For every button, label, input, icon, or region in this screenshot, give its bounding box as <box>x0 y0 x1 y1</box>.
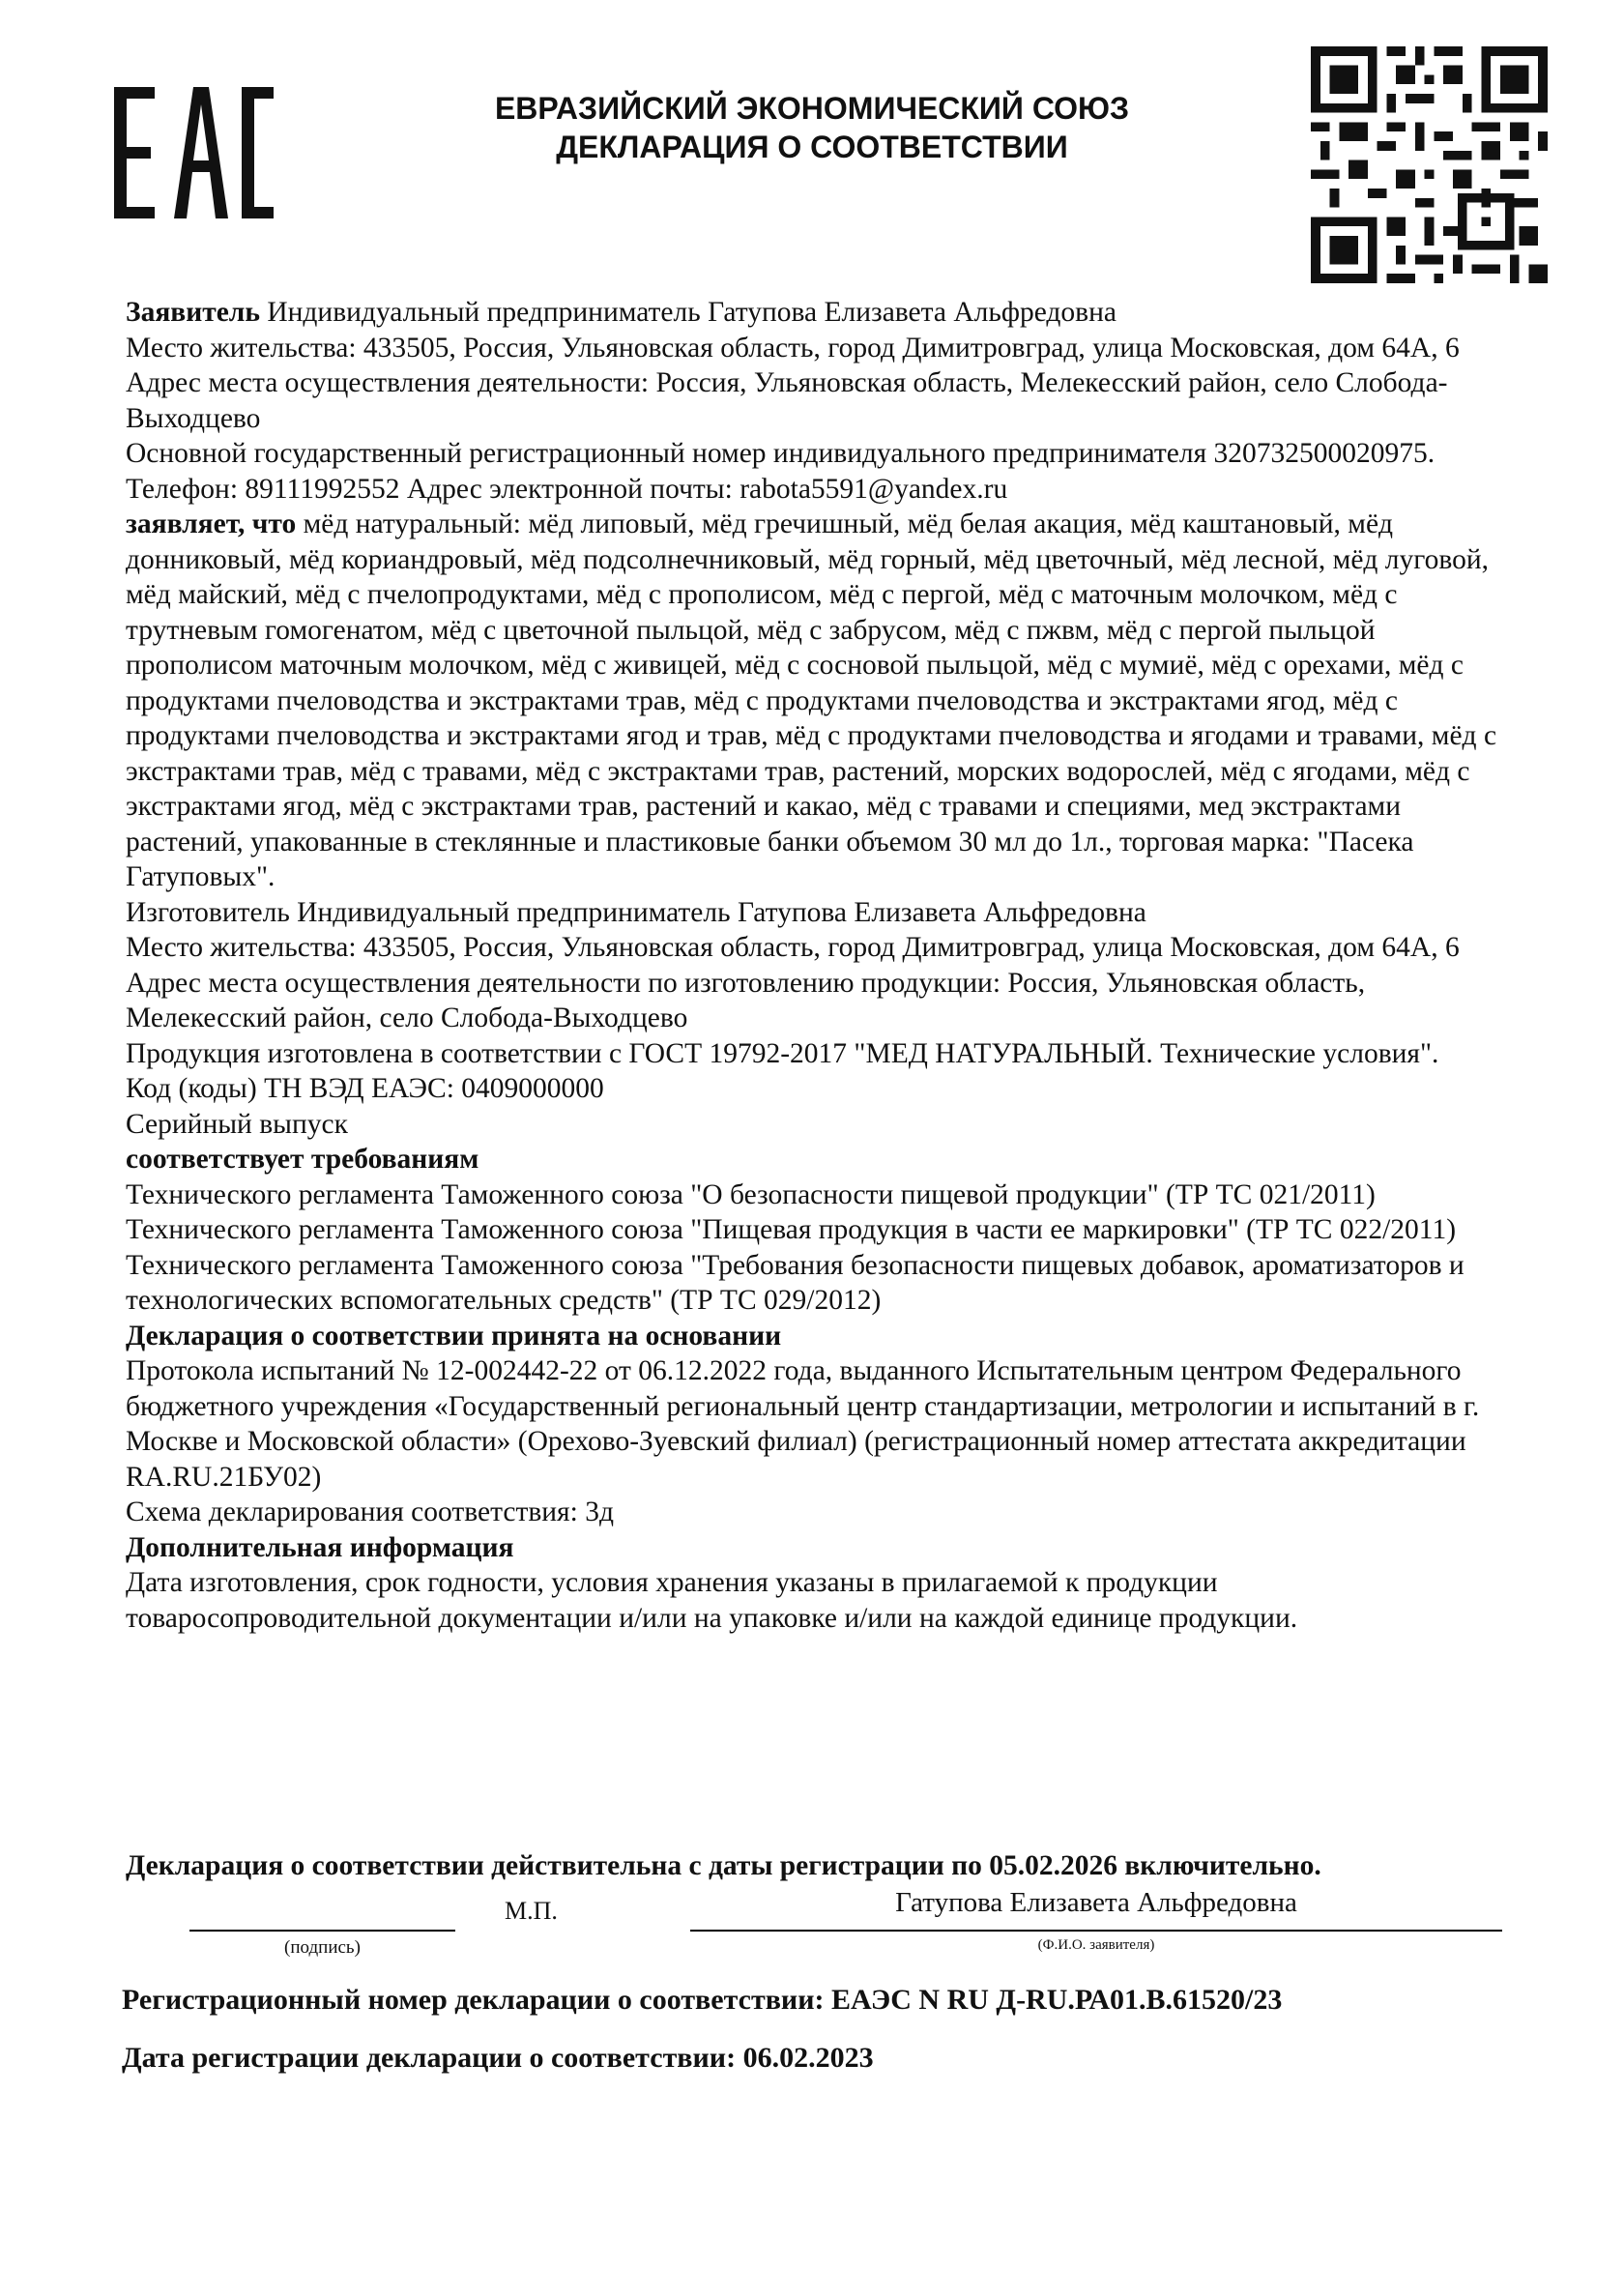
declares-text: мёд натуральный: мёд липовый, мёд гречишный, мёд белая акация, мёд каштановый, мёд донниковый, мёд кориандровый, мёд подсолнечниковый, мёд горный, мёд цветочный, мёд лесной, мёд луговой, мёд майский, мёд с пчелопродуктами, мёд с прополисом, мёд с пергой, мёд с маточным молочком, мёд с трутневым гомогенатом, мёд с цветочной пыльцой, мёд с забрусом, мёд с пжвм, мёд с пергой пыльцой прополисом маточным молочком, мёд с живицей, мёд с сосновой пыльцой, мёд с мумиё, мёд с орехами, мёд с продуктами пчеловодства и экстрактами трав, мёд с продуктами пчеловодства и экстрактами ягод, мёд с продуктами пчеловодства и экстрактами ягод и трав, мёд с продуктами пчеловодства и ягодами и травами, мёд с экстрактами трав, мёд с травами, мёд с экстрактами трав, растений, морских водорослей, мёд с ягодами, мёд с экстрактами ягод, мёд с экстрактами трав, растений и какао, мёд с травами и специями, мед экстрактами растений, упакованные в стеклянные и пластиковые банки объемом 30 мл до 1л., торговая марка: "Пасека Гатуповых". <box>126 509 1497 892</box>
signer-name: Гатупова Елизавета Альфредовна <box>895 1887 1297 1918</box>
compliance-item: Технического регламента Таможенного союза "Требования безопасности пищевых добавок, ароматизаторов и технологических вспомогательных средств" (ТР ТС 029/2012) <box>126 1249 1464 1316</box>
validity-statement: Декларация о соответствии действительна с даты регистрации по 05.02.2026 включительно. <box>126 1850 1321 1881</box>
applicant-ogrnip: Основной государственный регистрационный номер индивидуального предпринимателя 320732500020975. <box>126 438 1436 469</box>
manufacturer-residence: Место жительства: 433505, Россия, Ульяновская область, город Димитровград, улица Московская, дом 64А, 6 <box>126 932 1460 963</box>
compliance-item: Технического регламента Таможенного союза "Пищевая продукция в части ее маркировки" (ТР ТС 022/2011) <box>126 1214 1457 1245</box>
declares-label: заявляет, что <box>126 509 297 539</box>
manufacturer-standard: Продукция изготовлена в соответствии с ГОСТ 19792-2017 "МЕД НАТУРАЛЬНЫЙ. Технические условия". <box>126 1037 1439 1069</box>
basis-protocol: Протокола испытаний № 12-002442-22 от 06.12.2022 года, выданного Испытательным центром Федерального бюджетного учреждения «Государственный региональный центр стандартизации, метрологии и испытаний в г. Москве и Московской области» (Орехово-Зуевский филиал) (регистрационный номер аттестата аккредитации RA.RU.21БУ02) <box>126 1355 1480 1493</box>
registration-date: Дата регистрации декларации о соответствии: 06.02.2023 <box>122 2042 874 2074</box>
declares-paragraph <box>126 507 1518 895</box>
applicant-activity-address: Адрес места осуществления деятельности: Россия, Ульяновская область, Мелекесский район, село Слобода-Выходцево <box>126 367 1448 434</box>
additional-heading: Дополнительная информация <box>126 1531 514 1563</box>
signer-name-line <box>690 1930 1502 1932</box>
compliance-item: Технического регламента Таможенного союза "О безопасности пищевой продукции" (ТР ТС 021/2011) <box>126 1178 1376 1210</box>
signature-line <box>189 1930 455 1932</box>
manufacturer-name: Изготовитель Индивидуальный предприниматель Гатупова Елизавета Альфредовна <box>126 896 1146 928</box>
tnved-code: Код (коды) ТН ВЭД ЕАЭС: 0409000000 <box>126 1073 604 1104</box>
registration-number: Регистрационный номер декларации о соответствии: ЕАЭС N RU Д-RU.РА01.В.61520/23 <box>122 1984 1283 2016</box>
applicant-line <box>126 295 1518 331</box>
applicant-name: Индивидуальный предприниматель Гатупова Елизавета Альфредовна <box>259 297 1116 328</box>
manufacturer-production-address: Адрес места осуществления деятельности по изготовлению продукции: Россия, Ульяновская область, Мелекесский район, село Слобода-Выходцево <box>126 967 1366 1033</box>
signature-caption: (подпись) <box>284 1937 361 1958</box>
release-type: Серийный выпуск <box>126 1108 348 1140</box>
declaration-body <box>126 295 1518 1636</box>
title-union: ЕВРАЗИЙСКИЙ ЭКОНОМИЧЕСКИЙ СОЮЗ <box>494 91 1130 126</box>
applicant-residence: Место жительства: 433505, Россия, Ульяновская область, город Димитровград, улица Московская, дом 64А, 6 <box>126 332 1460 363</box>
title-declaration: ДЕКЛАРАЦИЯ О СООТВЕТСТВИИ <box>556 130 1068 164</box>
applicant-label: Заявитель <box>126 297 260 328</box>
stamp-label: М.П. <box>505 1897 558 1925</box>
basis-scheme: Схема декларирования соответствия: 3д <box>126 1497 614 1527</box>
qr-code <box>1311 46 1548 283</box>
name-caption: (Ф.И.О. заявителя) <box>1037 1937 1155 1953</box>
compliance-heading: соответствует требованиям <box>126 1144 479 1175</box>
eac-logo <box>114 87 274 218</box>
additional-text: Дата изготовления, срок годности, условия хранения указаны в прилагаемой к продукции товаросопроводительной документации и/или на упаковке и/или на каждой единице продукции. <box>126 1567 1298 1634</box>
basis-heading: Декларация о соответствии принята на основании <box>126 1320 782 1351</box>
applicant-contacts: Телефон: 89111992552 Адрес электронной почты: rabota5591@yandex.ru <box>126 473 1008 505</box>
document-title <box>319 89 1305 166</box>
